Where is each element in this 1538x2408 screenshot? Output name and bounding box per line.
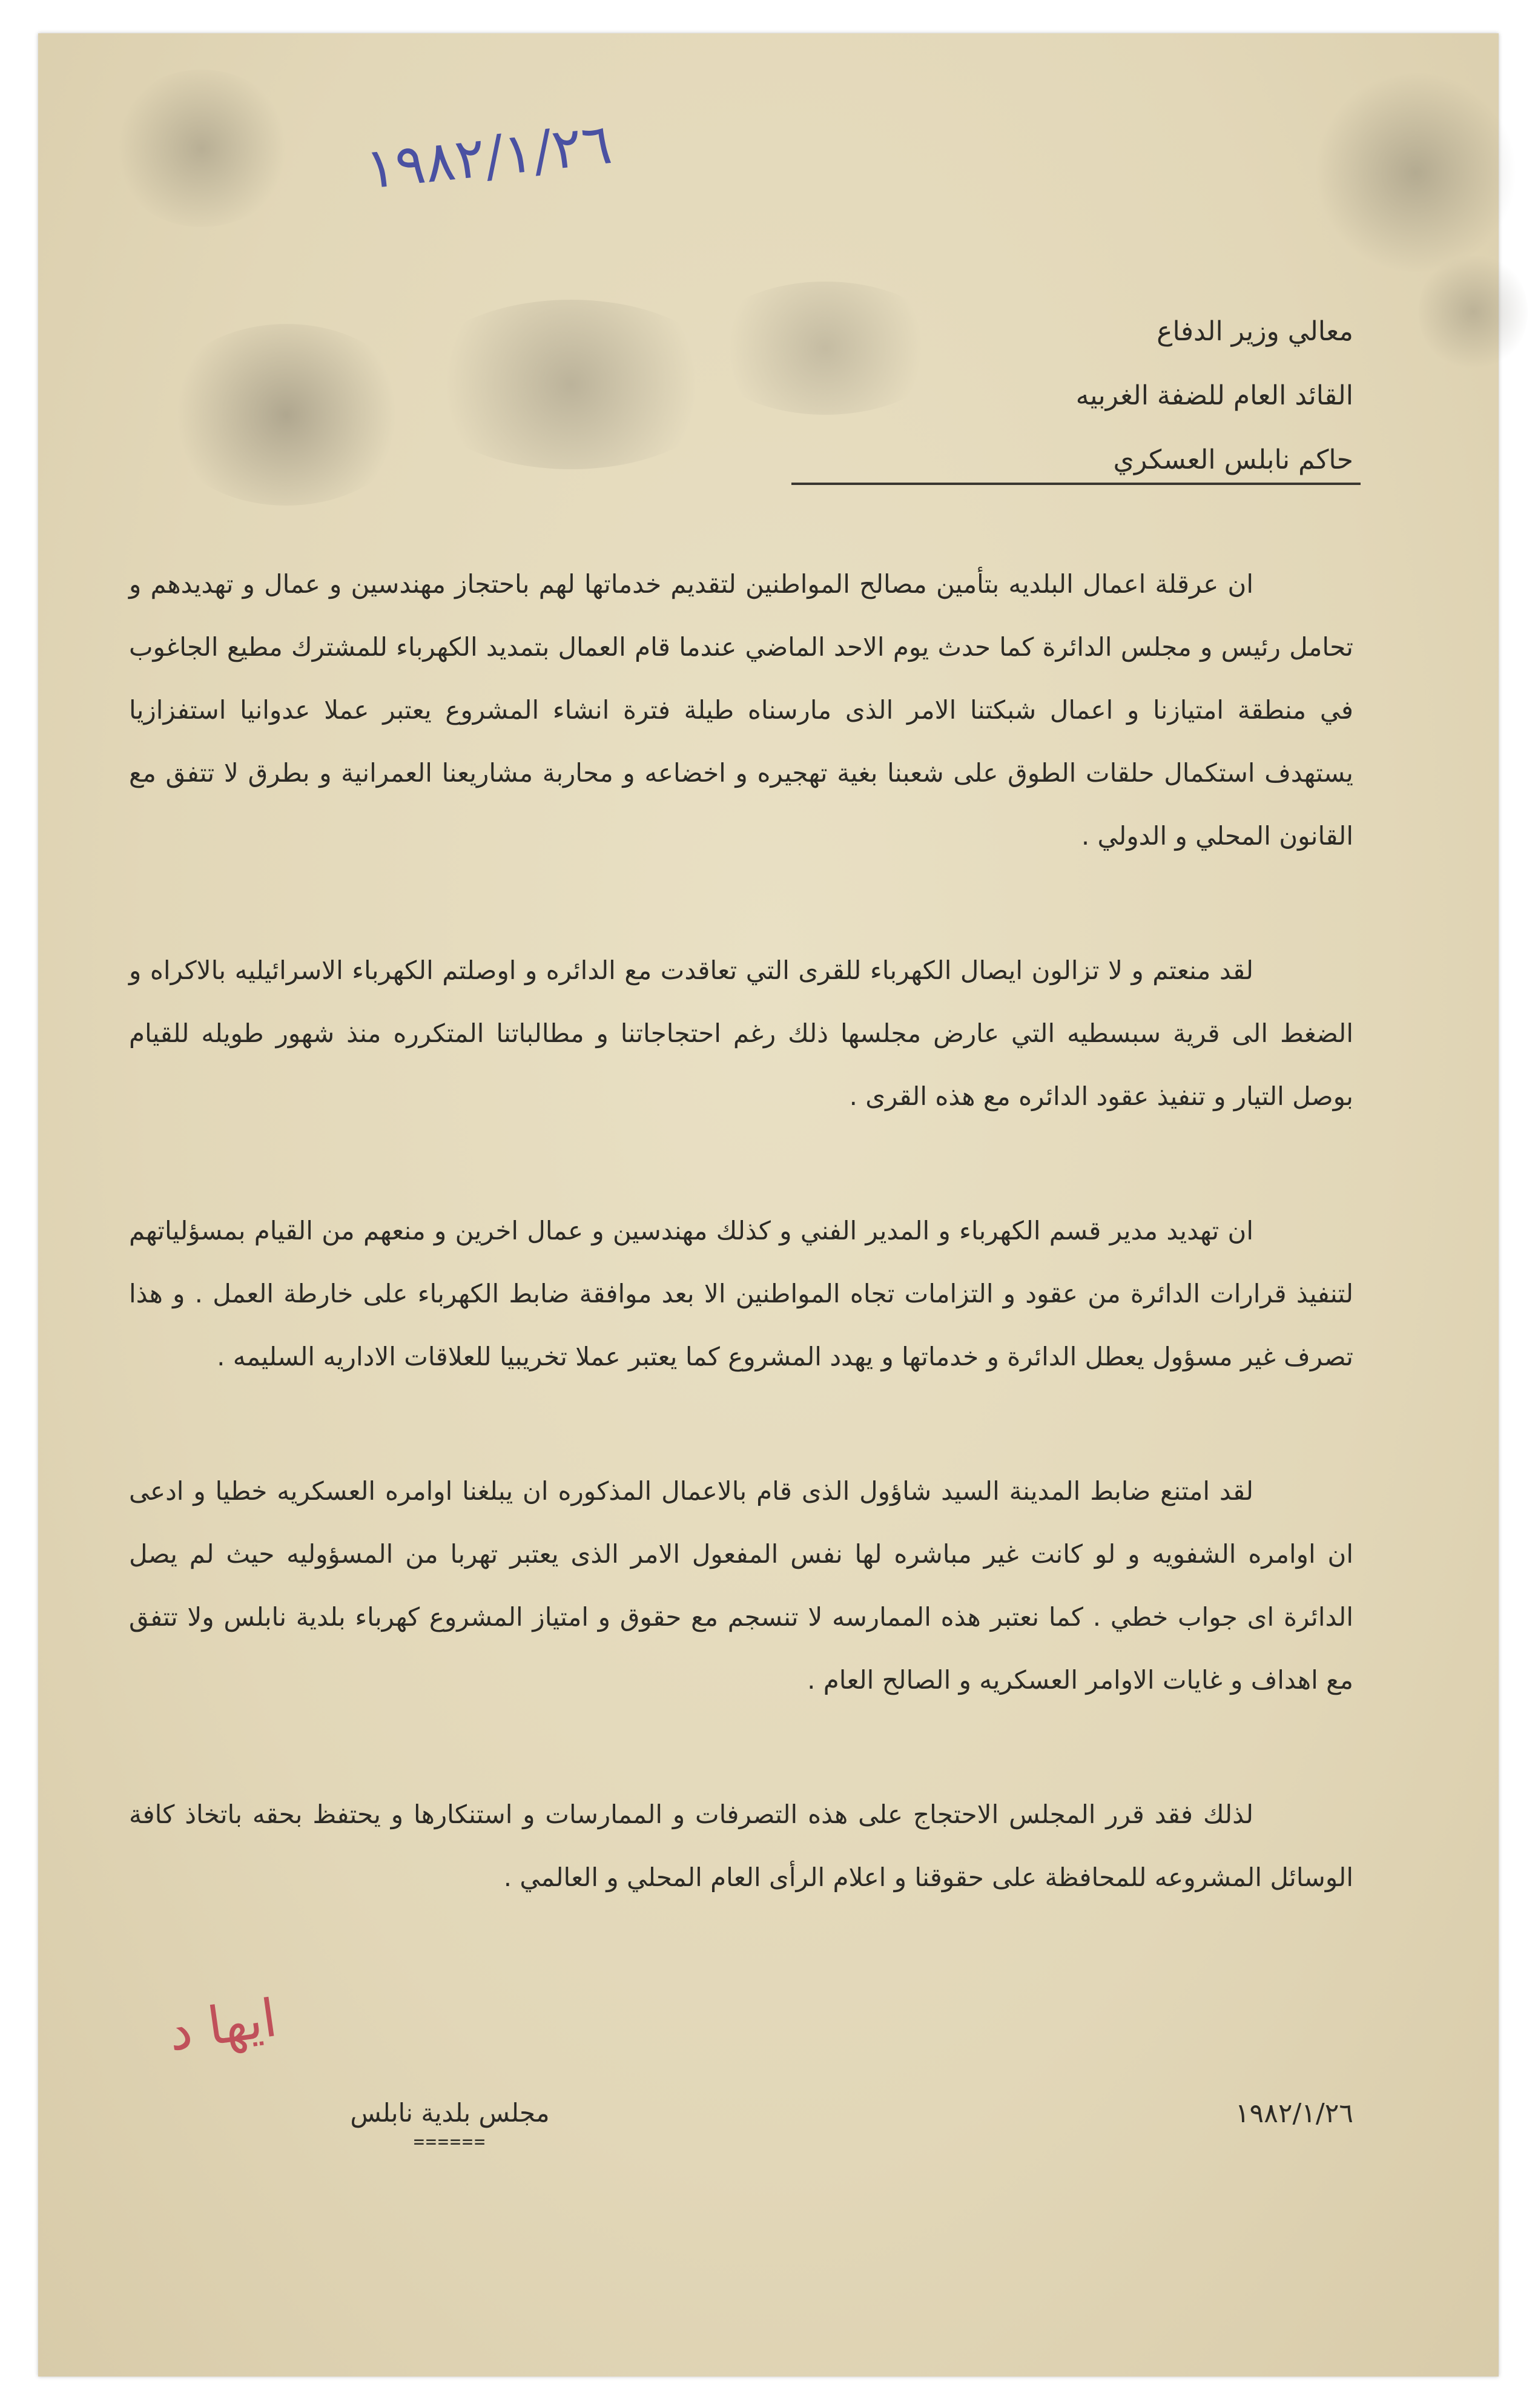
stain-top-right <box>1316 70 1516 275</box>
council-underline: ====== <box>413 2131 487 2152</box>
paragraph-5: لذلك فقد قرر المجلس الاحتجاج على هذه التصرفات و الممارسات و استنكارها و يحتفظ بحقه باتخاذ كافة الوسائل المشروعه للمحافظة على حقوقنا و اعلام الرأى العام المحلي و العالمي . <box>129 1799 1353 1892</box>
addressee-line-3: حاكم نابلس العسكري <box>1113 444 1353 475</box>
stain-speckle-left <box>159 324 414 506</box>
letter-body <box>129 553 1353 1981</box>
stain-right-middle <box>1419 251 1528 372</box>
paragraph-1: ان عرقلة اعمال البلديه بتأمين مصالح المواطنين لتقديم خدماتها لهم باحتجاز مهندسين و عمال و تهديدهم و تحامل رئيس و مجلس الدائرة كما حدث يوم الاحد الماضي عندما قام العمال بتمديد الكهرباء للمشترك مطيع الجاغوب في منطقة امتيازنا و اعمال شبكتنا الامر الذى مارسناه طيلة فترة انشاء المشروع يعتبر عملا عدوانيا استفزازيا يستهدف استكمال حلقات الطوق على شعبنا بغية تهجيره و اخضاعه و محاربة مشاريعنا العمرانية و بطرق لا تتفق مع القانون المحلي و الدولي . <box>129 569 1353 851</box>
addressee-underline <box>791 483 1361 485</box>
paragraph-4: لقد امتنع ضابط المدينة السيد شاؤول الذى قام بالاعمال المذكوره ان يبلغنا اوامره العسكريه خطيا و ادعى ان اوامره الشفويه و لو كانت غير مباشره لها نفس المفعول الامر الذى يعتبر تهربا من المسؤوليه حيث لم يصل الدائرة اى جواب خطي . كما نعتبر هذه الممارسه لا تنسجم مع حقوق و امتياز المشروع كهرباء بلدية نابلس ولا تتفق مع اهداف و غايات الاوامر العسكريه و الصالح العام . <box>129 1476 1353 1695</box>
addressee-line-1: معالي وزير الدفاع <box>1157 316 1353 347</box>
addressee-block <box>687 300 1353 492</box>
handwritten-date: ١٩٨٢/١/٢٦ <box>362 111 615 202</box>
paragraph-2: لقد منعتم و لا تزالون ايصال الكهرباء للقرى التي تعاقدت مع الدائره و اوصلتم الكهرباء الاسرائيليه بالاكراه و الضغط الى قرية سبسطيه التي عارض مجلسها ذلك رغم احتجاجاتنا و مطالباتنا المتكرره منذ شهور طويله للقيام بوصل التيار و تنفيذ عقود الدائره مع هذه القرى . <box>129 955 1353 1111</box>
handwritten-signature: ايها د <box>164 1988 281 2063</box>
signature-council <box>305 2098 595 2154</box>
stain-speckle-center <box>414 300 728 469</box>
document-page <box>38 33 1499 2377</box>
stain-top-left <box>111 70 292 227</box>
council-name: مجلس بلدية نابلس <box>350 2098 550 2128</box>
signature-date: ١٩٨٢/١/٢٦ <box>1235 2098 1353 2129</box>
addressee-line-2: القائد العام للضفة الغربيه <box>1075 380 1353 411</box>
paragraph-3: ان تهديد مدير قسم الكهرباء و المدير الفني و كذلك مهندسين و عمال اخرين و منعهم من القيام بمسؤلياتهم لتنفيذ قرارات الدائرة من عقود و التزامات تجاه المواطنين الا بعد موافقة ضابط الكهرباء على خارطة العمل . و هذا تصرف غير مسؤول يعطل الدائرة و خدماتها و يهدد المشروع كما يعتبر عملا تخريبيا للعلاقات الاداريه السليمه . <box>129 1216 1353 1371</box>
